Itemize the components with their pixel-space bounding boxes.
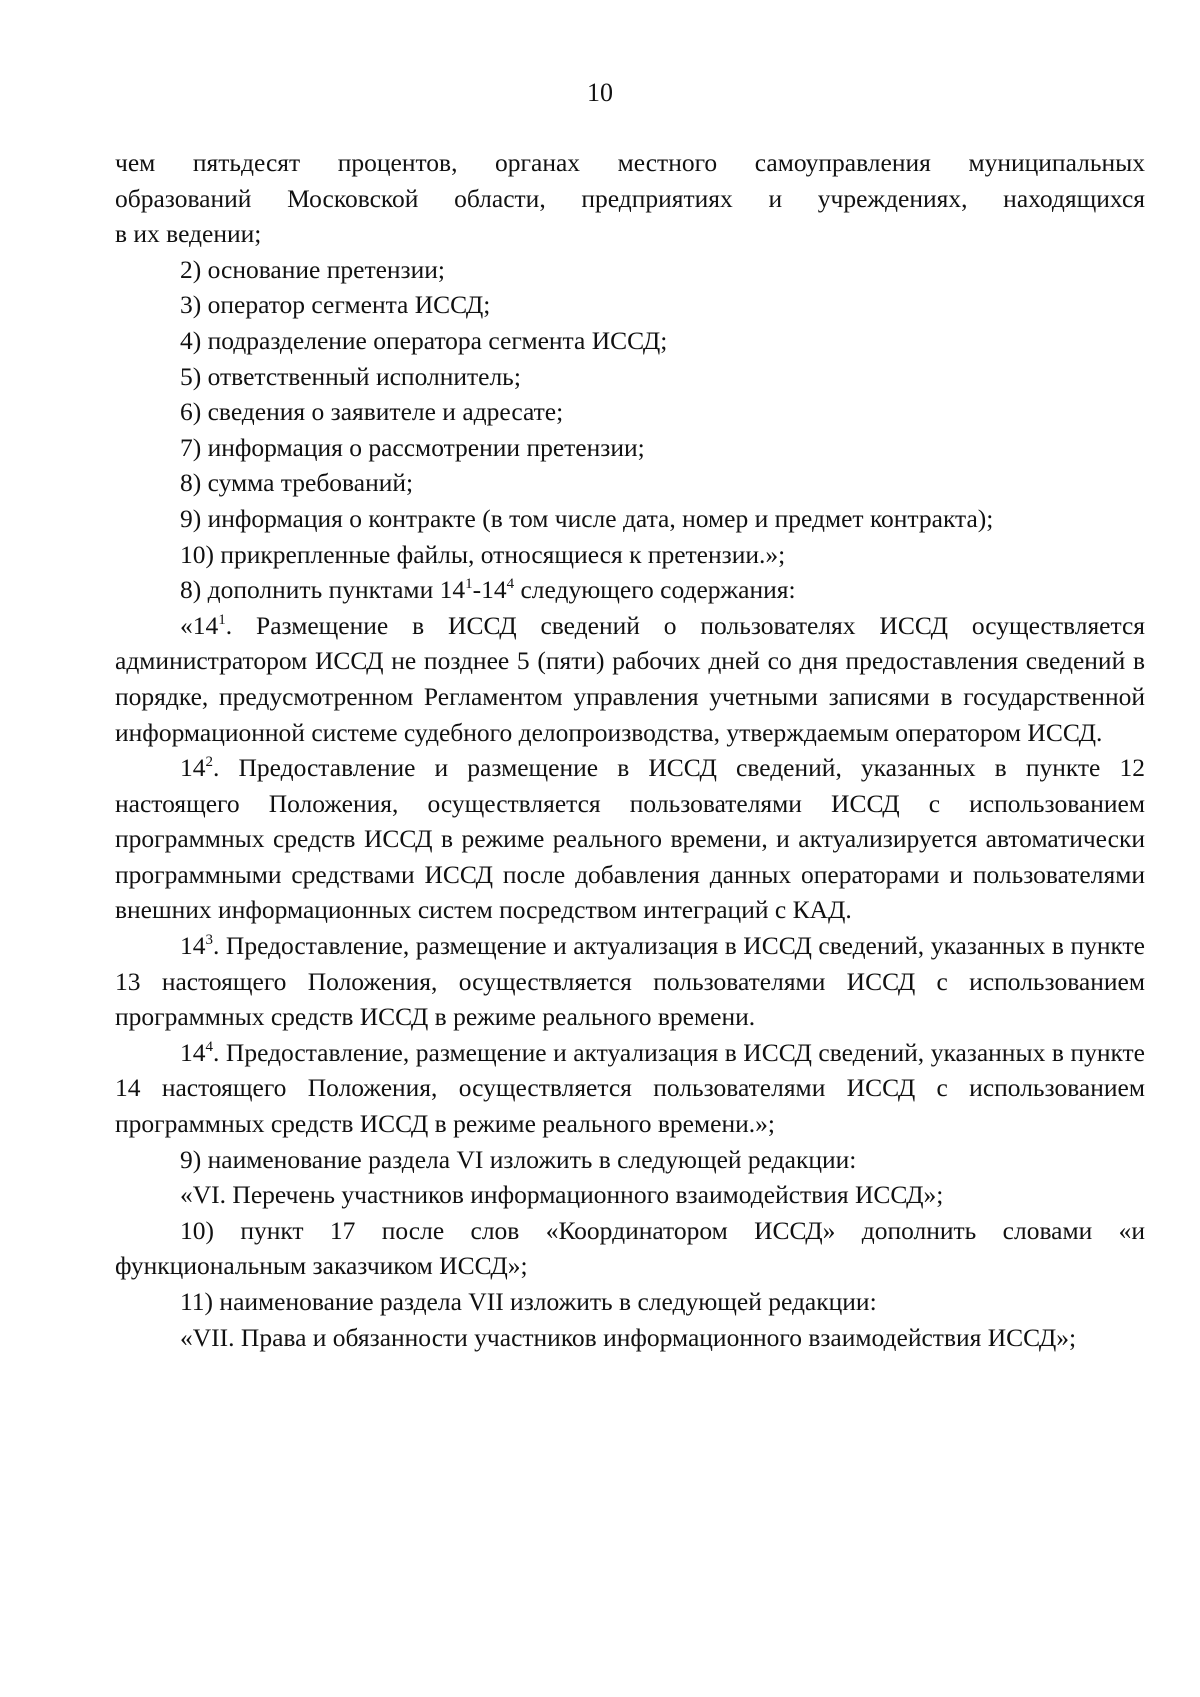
p14-3-sup: 3	[205, 932, 213, 949]
item8-prefix: 8) дополнить пунктами 14	[180, 575, 466, 605]
paragraph-14-3	[115, 928, 1145, 1035]
item8-sup-2: 4	[506, 576, 515, 593]
amendment-item-9: 9) наименование раздела VI изложить в следующей редакции:	[180, 1144, 857, 1174]
list-item: 10) прикрепленные файлы, относящиеся к претензии.»;	[180, 539, 786, 569]
p14-4-text: . Предоставление, размещение и актуализация в ИССД сведений, указанных в пункте 14 настоящего Положения, осуществляется пользователями ИССД с использованием программных средств ИССД в режиме реального времени.»;	[115, 1037, 1145, 1139]
p14-4-lead: 14	[180, 1037, 206, 1067]
p14-4-sup: 4	[205, 1038, 213, 1055]
p14-1-sup: 1	[218, 611, 226, 628]
p14-1-lead: «14	[180, 610, 219, 640]
p14-2-sup: 2	[205, 754, 213, 771]
paragraph-14-1	[115, 608, 1145, 750]
list-item: 2) основание претензии;	[180, 254, 445, 284]
document-body	[115, 145, 1145, 1355]
intro-line-2: образований Московской области, предприятиях и учреждениях, находящихся	[115, 183, 1145, 213]
section-6-title: «VI. Перечень участников информационного взаимодействия ИССД»;	[180, 1180, 944, 1210]
amendment-item-11: 11) наименование раздела VII изложить в следующей редакции:	[180, 1287, 877, 1316]
item8-sup-1: 1	[465, 576, 473, 593]
p14-3-lead: 14	[180, 931, 206, 961]
item8-dash: -14	[472, 575, 507, 605]
paragraph-14-2	[115, 750, 1145, 928]
list-item: 3) оператор сегмента ИССД;	[180, 290, 491, 320]
p14-3-text: . Предоставление, размещение и актуализация в ИССД сведений, указанных в пункте 13 настоящего Положения, осуществляется пользователями ИССД с использованием программных средств ИССД в режиме реального времени.	[115, 931, 1145, 1032]
list-item: 4) подразделение оператора сегмента ИССД;	[180, 325, 668, 355]
page-number: 10	[587, 78, 613, 107]
paragraph-14-4	[115, 1035, 1145, 1142]
intro-line-1: чем пятьдесят процентов, органах местного самоуправления муниципальных	[115, 148, 1145, 177]
intro-line-3: в их ведении;	[115, 219, 262, 249]
p14-2-text: . Предоставление и размещение в ИССД сведений, указанных в пункте 12 настоящего Положения, осуществляется пользователями ИССД с использованием программных средств ИССД в режиме реального времени, и актуализируется автоматически программными средствами ИССД после добавления данных операторами и пользователями внешних информационных систем посредством интеграций с КАД.	[115, 753, 1145, 925]
amendment-item-8	[115, 572, 1145, 608]
section-7-title: «VII. Права и обязанности участников информационного взаимодействия ИССД»;	[180, 1322, 1077, 1352]
p14-1-text: . Размещение в ИССД сведений о пользователях ИССД осуществляется администратором ИССД не позднее 5 (пяти) рабочих дней со дня предоставления сведений в порядке, предусмотренном Регламентом управления учетными записями в государственной информационной системе судебного делопроизводства, утверждаемым оператором ИССД.	[115, 610, 1145, 747]
list-item: 5) ответственный исполнитель;	[180, 361, 521, 391]
list-item: 9) информация о контракте (в том числе дата, номер и предмет контракта);	[180, 503, 994, 533]
p14-2-lead: 14	[180, 753, 206, 783]
list-item: 6) сведения о заявителе и адресате;	[180, 397, 564, 427]
amendment-item-10: 10) пункт 17 после слов «Координатором ИССД» дополнить словами «и функциональным заказчиком ИССД»;	[115, 1215, 1145, 1281]
list-item: 8) сумма требований;	[180, 468, 414, 498]
list-item: 7) информация о рассмотрении претензии;	[180, 432, 645, 462]
item8-suffix: следующего содержания:	[514, 575, 796, 605]
